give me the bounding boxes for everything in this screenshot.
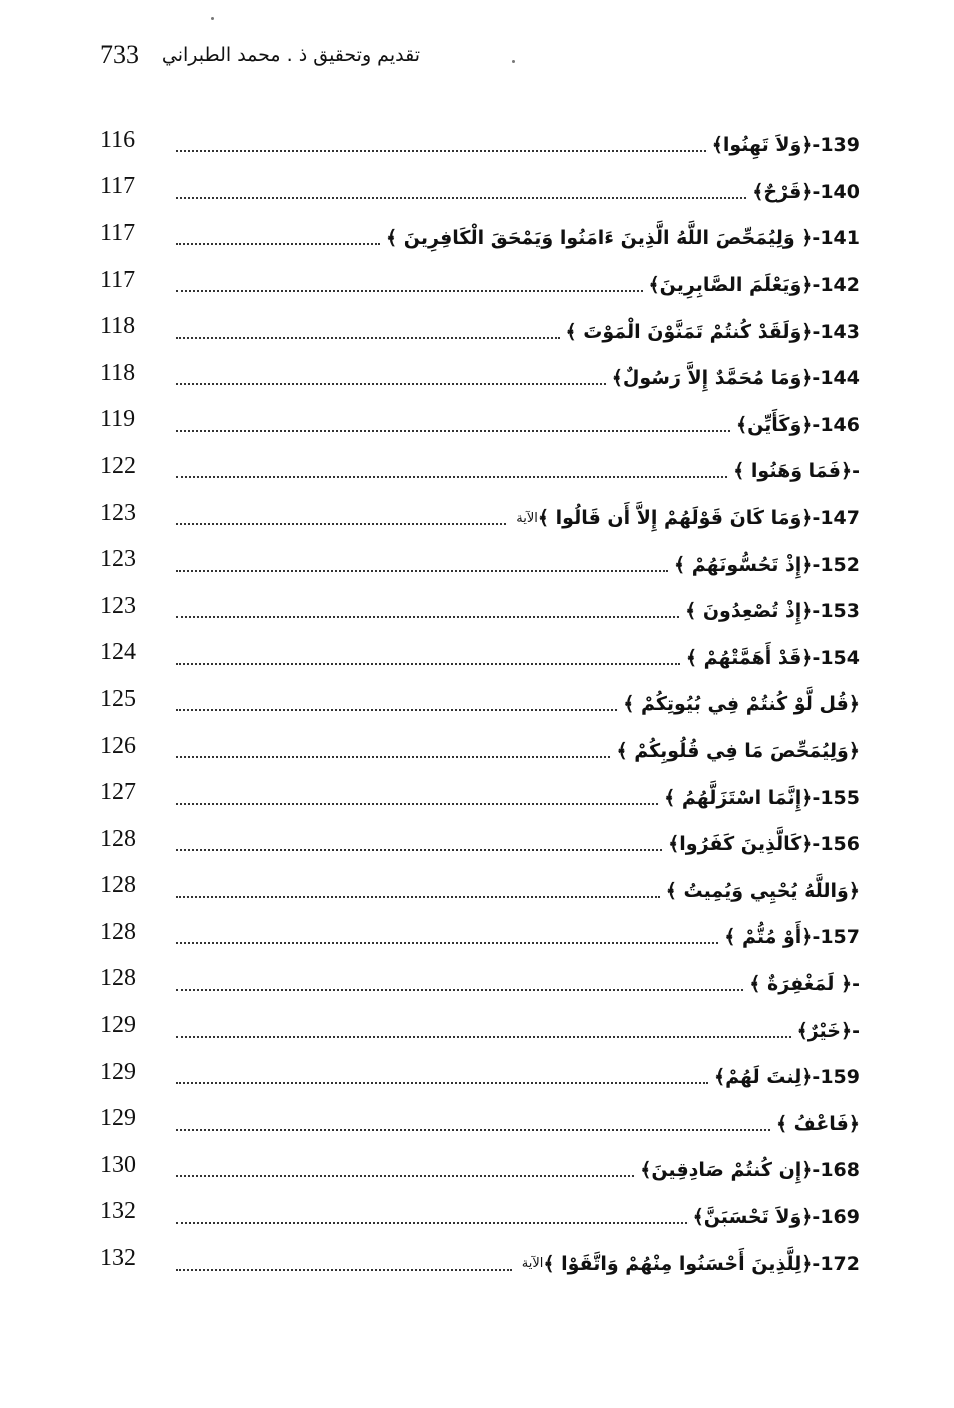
toc-page-number: 130 bbox=[100, 1151, 136, 1178]
toc-entry-title: 143-﴿وَلَقَدْ كُنتُمْ تَمَنَّوْنَ الْمَوْتَ ﴾ bbox=[565, 320, 860, 343]
dot-leader bbox=[176, 430, 730, 432]
toc-page-number: 117 bbox=[100, 266, 136, 293]
toc-page-number: 125 bbox=[100, 685, 136, 712]
toc-page-number: 128 bbox=[100, 965, 136, 992]
toc-entry-title: 142-﴿وَيَعْلَمَ الصَّابِرِينَ﴾ bbox=[648, 274, 860, 297]
toc-row bbox=[100, 169, 860, 216]
dot-leader bbox=[176, 337, 560, 339]
toc-row bbox=[100, 262, 860, 309]
toc-row bbox=[100, 821, 860, 868]
dot-leader bbox=[176, 1222, 687, 1224]
toc-page-number: 117 bbox=[100, 173, 136, 200]
toc-page-number: 123 bbox=[100, 499, 136, 526]
toc-entry-title: 139-﴿وَلاَ تَهِنُوا﴾ bbox=[711, 134, 860, 157]
toc-row bbox=[100, 402, 860, 449]
toc-row bbox=[100, 1147, 860, 1194]
toc-page-number: 132 bbox=[100, 1245, 136, 1272]
toc-entry-title: 144-﴿وَمَا مُحَمَّدٌ إِلاَّ رَسُولٌ﴾ bbox=[611, 367, 860, 390]
dot-leader bbox=[176, 290, 643, 292]
toc-row bbox=[100, 774, 860, 821]
dot-leader bbox=[176, 197, 746, 199]
toc-entry-title: ﴿وَلِيُمَحِّصَ مَا فِي قُلُوبِكُمْ ﴾ bbox=[616, 740, 860, 763]
toc-entry-title: 153-﴿إِذْ تُصْعِدُونَ ﴾ bbox=[685, 600, 860, 623]
toc-entry-title: 147-﴿وَمَا كَانَ قَوْلَهُمْ إِلاَّ أَن قَالُوا ﴾ bbox=[537, 507, 860, 530]
toc-page-number: 129 bbox=[100, 1012, 136, 1039]
toc-row bbox=[100, 1100, 860, 1147]
toc-row bbox=[100, 448, 860, 495]
dot-leader bbox=[176, 570, 668, 572]
toc-entry-title: ﴿وَاللَّهُ يُحْيِي وَيُمِيتُ ﴾ bbox=[665, 879, 860, 902]
table-of-contents bbox=[100, 122, 860, 1287]
running-title: تقديم وتحقيق ذ . محمد الطبراني bbox=[161, 44, 420, 66]
toc-entry-title: 155-﴿إِنَّمَا اسْتَزَلَّهُمُ ﴾ bbox=[664, 786, 860, 809]
dot-leader bbox=[176, 616, 679, 618]
toc-entry-title: 172-﴿لِلَّذِينَ أَحْسَنُوا مِنْهُمْ وَاتَّقَوْا ﴾ bbox=[543, 1252, 860, 1275]
toc-entry-title: 141-﴿ وَلِيُمَحِّصَ اللَّهُ الَّذِينَ ءَامَنُوا وَيَمْحَقَ الْكَافِرِينَ ﴾ bbox=[386, 227, 860, 250]
toc-page-number: 127 bbox=[100, 779, 136, 806]
toc-row bbox=[100, 1007, 860, 1054]
toc-row bbox=[100, 495, 860, 542]
dot-leader bbox=[176, 1036, 791, 1038]
toc-row bbox=[100, 635, 860, 682]
toc-page-number: 128 bbox=[100, 918, 136, 945]
toc-page-number: 129 bbox=[100, 1105, 136, 1132]
dot-leader bbox=[176, 1129, 770, 1131]
dot-leader bbox=[176, 896, 660, 898]
toc-row bbox=[100, 914, 860, 961]
toc-row bbox=[100, 1240, 860, 1287]
toc-page-number: 122 bbox=[100, 452, 136, 479]
dot-leader bbox=[176, 942, 718, 944]
toc-page-number: 124 bbox=[100, 639, 136, 666]
toc-entry-suffix: الآية bbox=[516, 510, 538, 526]
dot-leader bbox=[176, 523, 506, 525]
toc-page-number: 118 bbox=[100, 313, 136, 340]
toc-row bbox=[100, 1054, 860, 1101]
toc-entry-title: 157-﴿أَوْ مُتُّمْ ﴾ bbox=[724, 926, 860, 949]
toc-page-number: 119 bbox=[100, 406, 136, 433]
toc-entry-title: 146-﴿وَكَأَيِّن﴾ bbox=[735, 413, 860, 436]
toc-entry-title: 152-﴿إِذْ تَحُسُّونَهُمْ ﴾ bbox=[674, 553, 860, 576]
toc-entry-title: ﴿فَاعْفُ ﴾ bbox=[775, 1112, 860, 1135]
toc-row bbox=[100, 308, 860, 355]
toc-page-number: 129 bbox=[100, 1058, 136, 1085]
toc-entry-title: -﴿ لَمَغْفِرَةٌ ﴾ bbox=[749, 972, 860, 995]
toc-entry-title: 159-﴿لِنتَ لَهُمْ﴾ bbox=[713, 1066, 860, 1089]
toc-row bbox=[100, 681, 860, 728]
dot-leader bbox=[176, 756, 610, 758]
toc-row bbox=[100, 1194, 860, 1241]
toc-entry-title: -﴿فَمَا وَهَنُوا ﴾ bbox=[733, 460, 860, 483]
dot-leader bbox=[176, 1175, 634, 1177]
toc-page-number: 128 bbox=[100, 825, 136, 852]
toc-row bbox=[100, 728, 860, 775]
dot-leader bbox=[176, 383, 606, 385]
toc-page-number: 117 bbox=[100, 219, 136, 246]
toc-row bbox=[100, 541, 860, 588]
dot-leader bbox=[176, 243, 380, 245]
page-header bbox=[100, 38, 420, 78]
toc-entry-title: 168-﴿إِن كُنتُمْ صَادِقِينَ﴾ bbox=[640, 1159, 860, 1182]
toc-entry-title: 140-﴿قَرْحٌ﴾ bbox=[752, 180, 860, 203]
toc-page-number: 123 bbox=[100, 592, 136, 619]
toc-page-number: 116 bbox=[100, 126, 136, 153]
toc-entry-title: 169-﴿وَلاَ تَحْسَبَنَّ﴾ bbox=[692, 1205, 860, 1228]
toc-row bbox=[100, 122, 860, 169]
toc-row bbox=[100, 215, 860, 262]
dot-leader bbox=[176, 476, 727, 478]
toc-page-number: 126 bbox=[100, 732, 136, 759]
toc-row bbox=[100, 355, 860, 402]
dot-leader bbox=[176, 1269, 512, 1271]
toc-entry-title: -﴿خَيْرٌ﴾ bbox=[796, 1019, 860, 1042]
toc-page-number: 123 bbox=[100, 546, 136, 573]
toc-row bbox=[100, 588, 860, 635]
dot-leader bbox=[176, 803, 658, 805]
toc-entry-suffix: الآية bbox=[521, 1256, 544, 1272]
dot-leader bbox=[176, 663, 680, 665]
toc-entry-title: ﴿قُل لَّوْ كُنتُمْ فِي بُيُوتِكُمْ ﴾ bbox=[623, 693, 860, 716]
toc-entry-title: 154-﴿قَدْ أَهَمَّتْهُمْ ﴾ bbox=[685, 646, 860, 669]
dot-leader bbox=[176, 989, 743, 991]
dot-leader bbox=[176, 1082, 708, 1084]
toc-page-number: 118 bbox=[100, 359, 136, 386]
toc-row bbox=[100, 868, 860, 915]
toc-page-number: 128 bbox=[100, 872, 136, 899]
scan-speck bbox=[211, 17, 214, 20]
dot-leader bbox=[176, 709, 617, 711]
toc-row bbox=[100, 961, 860, 1008]
toc-page-number: 132 bbox=[100, 1198, 136, 1225]
page-number: 733 bbox=[100, 40, 139, 69]
scan-speck bbox=[512, 60, 515, 63]
dot-leader bbox=[176, 150, 706, 152]
toc-entry-title: 156-﴿كَالَّذِينَ كَفَرُوا﴾ bbox=[668, 833, 860, 856]
dot-leader bbox=[176, 849, 662, 851]
